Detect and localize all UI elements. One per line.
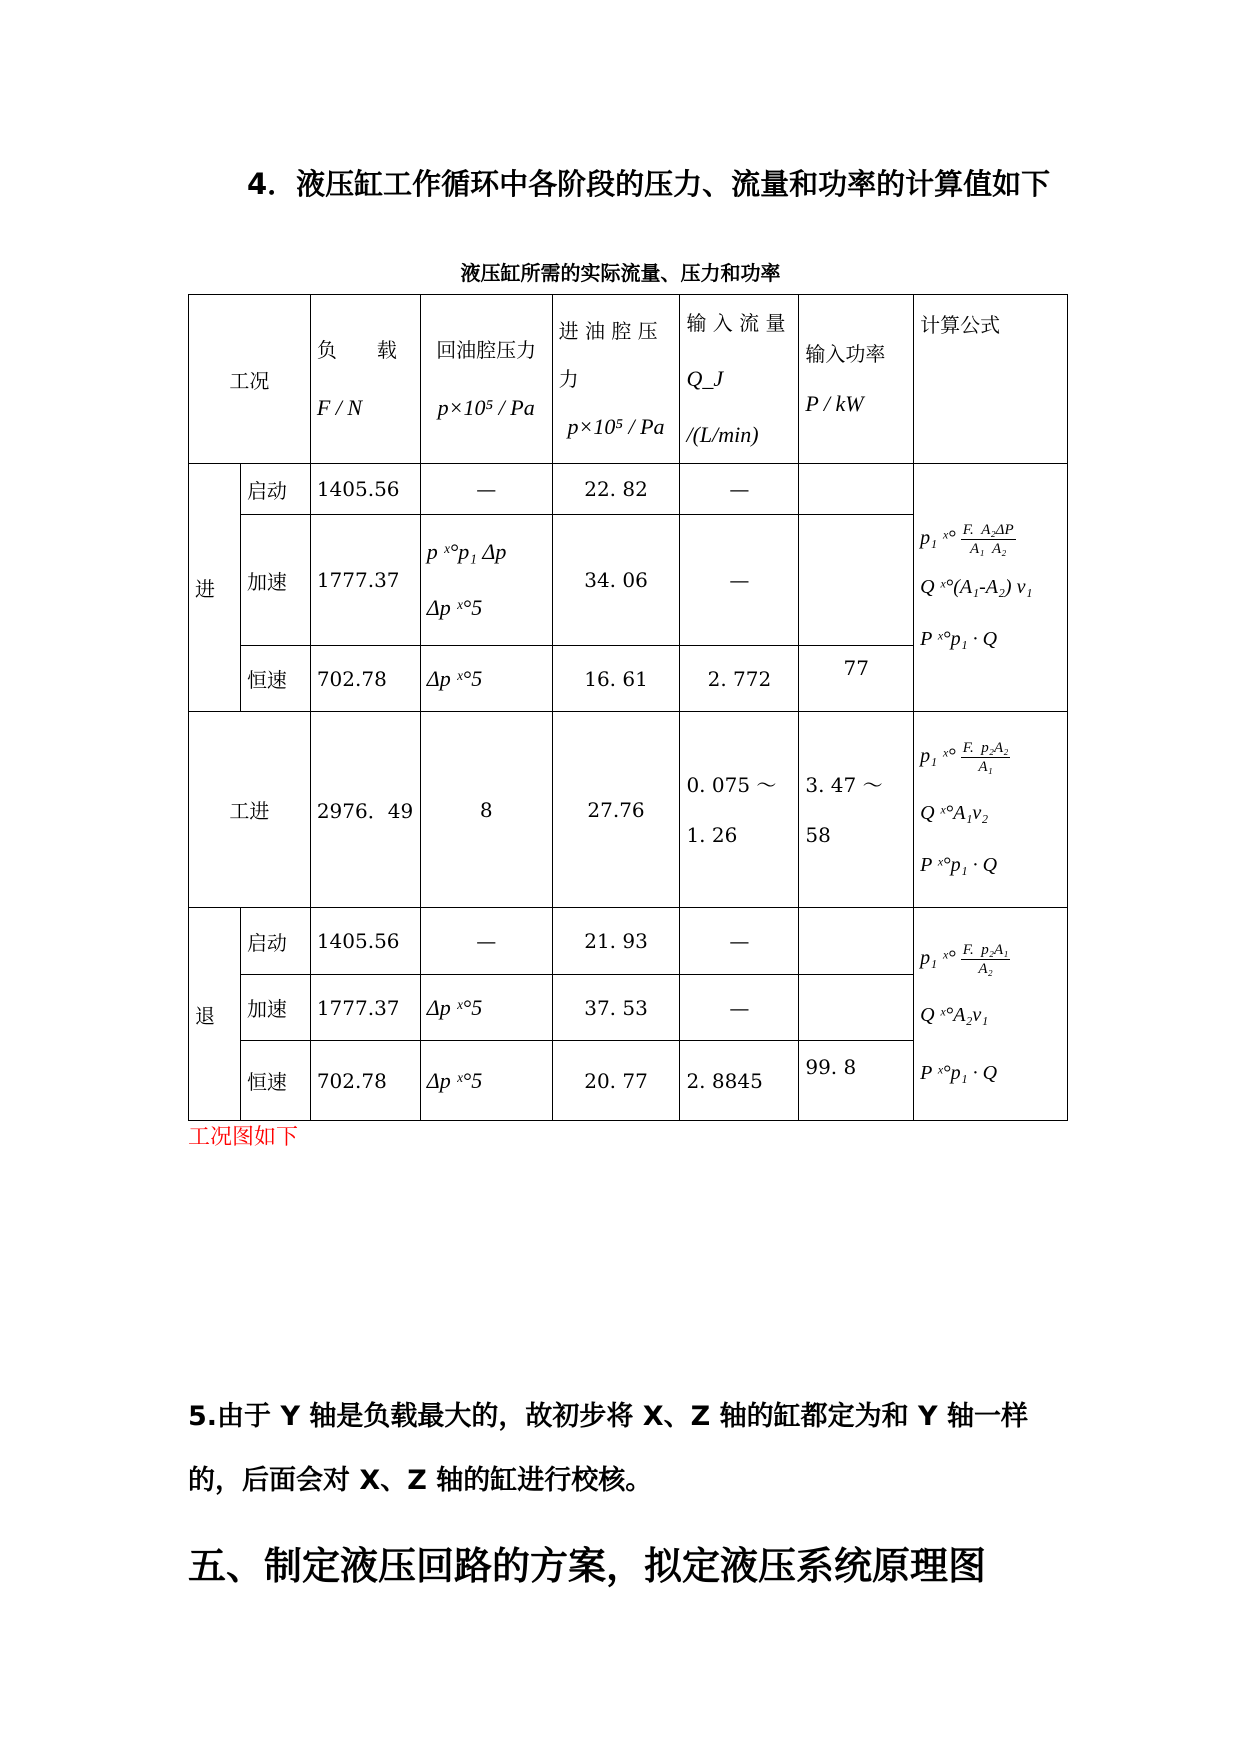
section-4-heading: 4．液压缸工作循环中各阶段的压力、流量和功率的计算值如下 [247, 167, 1051, 201]
formula-text: p₂A₂ [981, 740, 1009, 756]
formula-text: A₁ [970, 541, 985, 557]
flow-line: 1. 26 [686, 822, 738, 847]
back-pressure-cell: — [420, 464, 552, 515]
header-load [310, 295, 420, 464]
load-cell: 702.78 [310, 1041, 420, 1121]
formula-text: p₂A₁ [981, 941, 1009, 958]
load-cell: 1777.37 [310, 975, 420, 1041]
load-cell: 1405.56 [310, 908, 420, 975]
table-row [189, 908, 1068, 975]
header-load-label: 负 载 [316, 338, 397, 362]
header-flow-unit: Q_J /(L/min) [686, 366, 759, 447]
header-back-pressure-unit: p×10⁵ / Pa [437, 395, 535, 420]
inlet-pressure-cell: 16. 61 [552, 646, 680, 712]
formula-text: A₂ [978, 960, 993, 977]
header-inlet-pressure-unit: p×10⁵ / Pa [567, 414, 665, 439]
formula-text: A₁ [978, 759, 993, 775]
formula-retract [914, 908, 1068, 1121]
flow-cell: — [680, 908, 799, 975]
formula-work-p1 [920, 739, 1061, 776]
flow-cell: 2. 8845 [680, 1041, 799, 1121]
formula-advance-q: Q ˣ°(A₁-A₂) v₁ [920, 576, 1033, 598]
formula-advance-p1 [920, 521, 1061, 558]
back-pressure-cell: 8 [420, 712, 552, 908]
stage-cell: 加速 [240, 515, 310, 646]
formula-retract-q: Q ˣ°A₂v₁ [920, 1003, 989, 1026]
power-cell [799, 515, 914, 646]
header-load-unit: F / N [316, 395, 363, 420]
table-row [189, 464, 1068, 515]
formula-text: F. [962, 522, 974, 538]
table-caption: 液压缸所需的实际流量、压力和功率 [460, 261, 781, 285]
section-5-heading: 五、制定液压回路的方案，拟定液压系统原理图 [188, 1544, 987, 1588]
formula-work-q: Q ˣ°A₁v₂ [920, 802, 989, 824]
calculation-table [188, 294, 1068, 1121]
fraction [961, 739, 1011, 776]
inlet-pressure-cell: 21. 93 [552, 908, 680, 975]
header-formula: 计算公式 [914, 295, 1068, 464]
flow-line: 0. 075 ～ [686, 772, 777, 797]
power-cell [799, 908, 914, 975]
stage-cell: 恒速 [240, 646, 310, 712]
back-pressure-line: Δp ˣ°5 [426, 595, 483, 620]
back-pressure-line: p ˣ°p₁ Δp [426, 539, 507, 564]
power-cell [799, 712, 914, 908]
inlet-pressure-cell: 27.76 [552, 712, 680, 908]
red-note: 工况图如下 [188, 1125, 299, 1150]
power-cell: 99. 8 [799, 1041, 914, 1121]
back-pressure-cell: Δp ˣ°5 [420, 975, 552, 1041]
power-cell: 77 [799, 646, 914, 712]
group-work: 工进 [189, 712, 311, 908]
load-cell: 702.78 [310, 646, 420, 712]
back-pressure-cell: Δp ˣ°5 [420, 1041, 552, 1121]
header-back-pressure [420, 295, 552, 464]
flow-cell: 2. 772 [680, 646, 799, 712]
header-row [189, 295, 1068, 464]
inlet-pressure-cell: 37. 53 [552, 975, 680, 1041]
inlet-pressure-cell: 22. 82 [552, 464, 680, 515]
fraction [961, 941, 1011, 978]
back-pressure-cell: — [420, 908, 552, 975]
header-condition: 工况 [189, 295, 311, 464]
formula-text: p₁ ˣ° [920, 745, 956, 768]
formula-text: A₂ΔP [981, 522, 1014, 538]
flow-cell [680, 712, 799, 908]
formula-text: p₁ ˣ° [920, 946, 956, 969]
flow-cell: — [680, 975, 799, 1041]
formula-retract-p: P ˣ°p₁ · Q [920, 1061, 998, 1084]
power-cell [799, 464, 914, 515]
power-line: 58 [805, 822, 831, 847]
header-flow [680, 295, 799, 464]
back-pressure-cell [420, 515, 552, 646]
header-power-unit: P / kW [805, 391, 864, 416]
formula-text: p₁ ˣ° [920, 527, 956, 550]
group-advance: 进 [189, 464, 241, 712]
group-retract: 退 [189, 908, 241, 1121]
load-cell: 1405.56 [310, 464, 420, 515]
flow-cell: — [680, 515, 799, 646]
header-inlet-pressure-label: 进 油 腔 压 力 [558, 319, 658, 391]
formula-advance-p: P ˣ°p₁ · Q [920, 628, 998, 650]
formula-text: F. [962, 941, 974, 958]
table-row [189, 712, 1068, 908]
formula-work [914, 712, 1068, 908]
formula-advance [914, 464, 1068, 712]
formula-text: F. [962, 740, 974, 756]
fraction [961, 521, 1016, 558]
stage-cell: 加速 [240, 975, 310, 1041]
header-inlet-pressure [552, 295, 680, 464]
inlet-pressure-cell: 20. 77 [552, 1041, 680, 1121]
stage-cell: 启动 [240, 908, 310, 975]
formula-work-p: P ˣ°p₁ · Q [920, 854, 998, 876]
back-pressure-cell: Δp ˣ°5 [420, 646, 552, 712]
stage-cell: 启动 [240, 464, 310, 515]
flow-cell: — [680, 464, 799, 515]
power-cell [799, 975, 914, 1041]
power-line: 3. 47 ～ [805, 772, 883, 797]
header-power-label: 输入功率 [805, 342, 886, 366]
paragraph-5: 5.由于 Y 轴是负载最大的，故初步将 X、Z 轴的缸都定为和 Y 轴一样的，后面会对 X、Z 轴的缸进行校核。 [188, 1401, 1028, 1496]
header-back-pressure-label: 回油腔压力 [436, 338, 537, 362]
formula-retract-p1 [920, 941, 1061, 978]
load-cell: 2976．49 [310, 712, 420, 908]
stage-cell: 恒速 [240, 1041, 310, 1121]
header-flow-label: 输 入 流 量 [686, 311, 786, 335]
formula-text: A₂ [991, 541, 1007, 557]
load-cell: 1777.37 [310, 515, 420, 646]
header-power [799, 295, 914, 464]
inlet-pressure-cell: 34. 06 [552, 515, 680, 646]
